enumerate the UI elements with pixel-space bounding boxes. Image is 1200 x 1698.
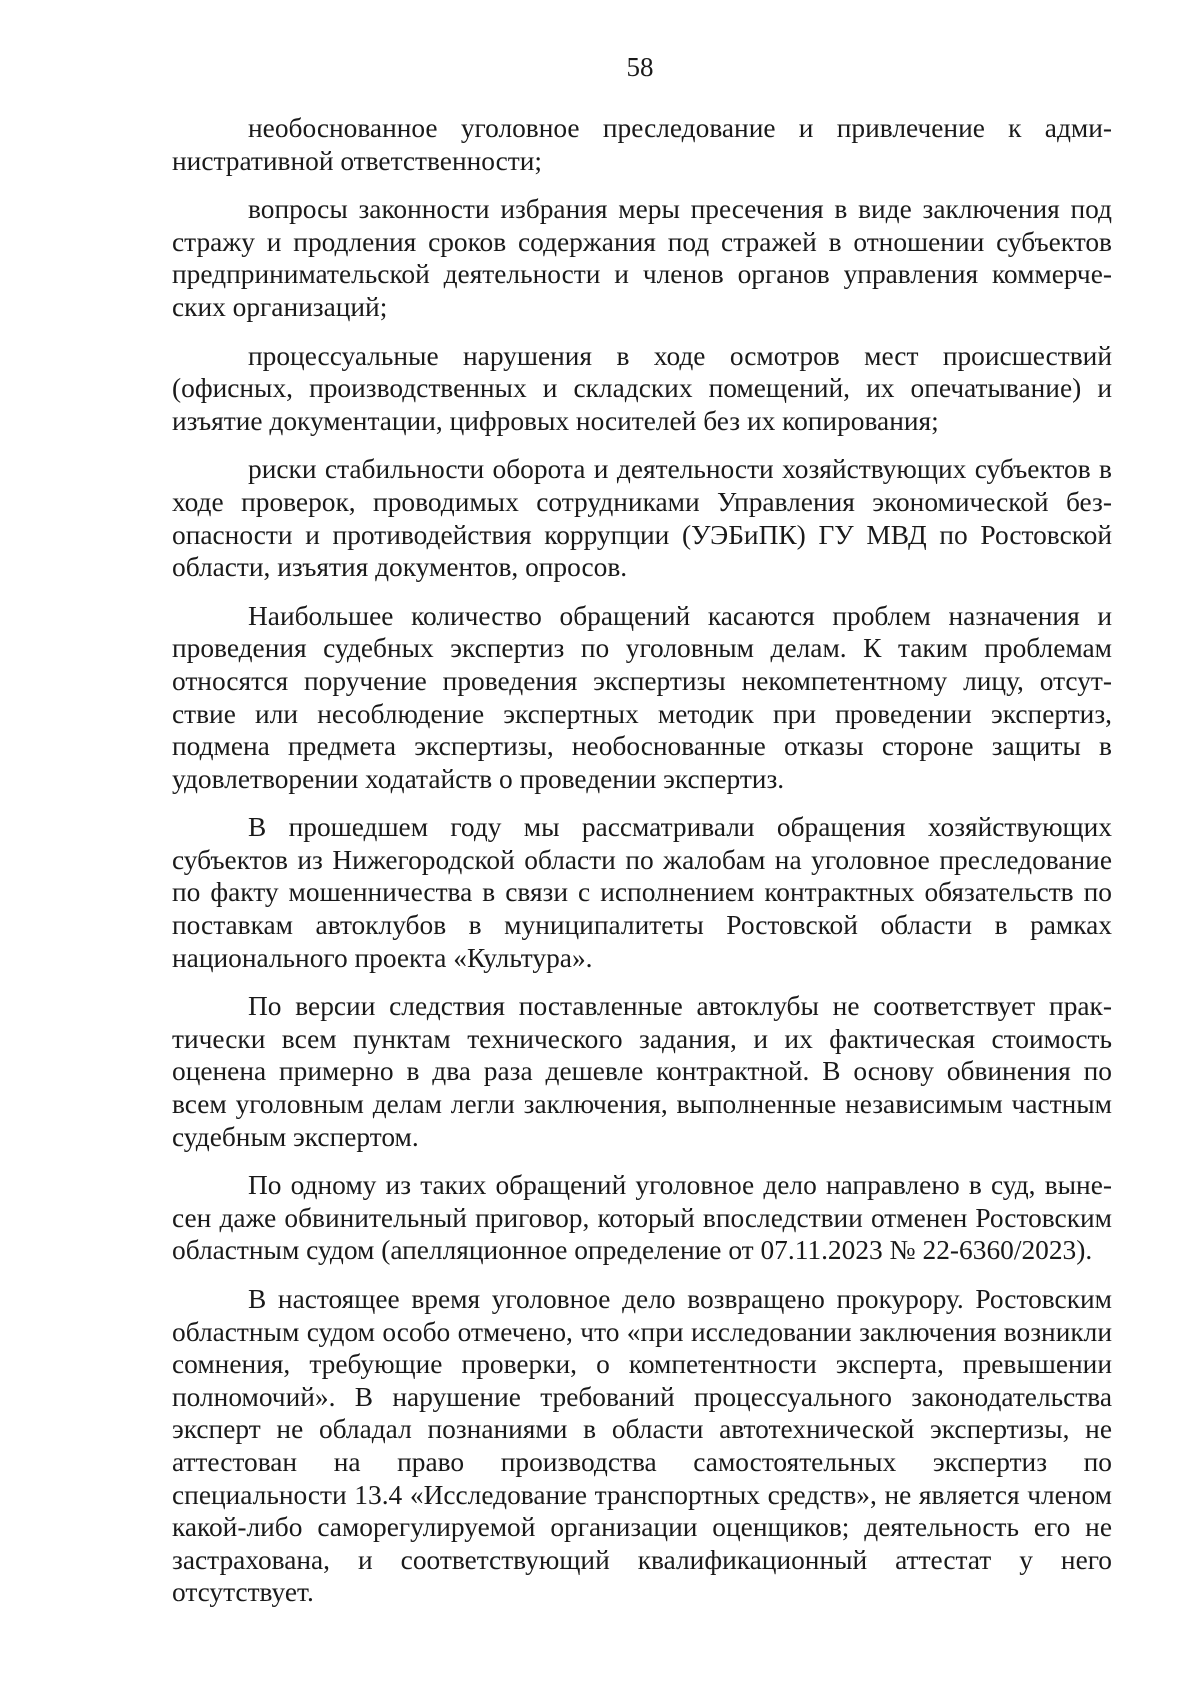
page-number: 58 — [626, 52, 654, 82]
paragraph: процессуальные нарушения в ходе осмотров мест происшествий (офисных, производственных и складских помещений, их опечатывание) и изъятие документации, цифровых носителей без их копирования; — [172, 340, 1112, 436]
paragraph: По одному из таких обращений уголовное дело направлено в суд, вынесен даже обвинительный приговор, который впоследствии отменен Ростовским областным судом (апелляционное определение от 07.11.2023 № 22-6360/2023). — [172, 1170, 1112, 1266]
paragraph: В настоящее время уголовное дело возвращено прокурору. Ростовским областным судом особо отмечено, что «при исследовании заключения возникли сомнения, требующие проверки, о компетентности эксперта, превышении полномочий». В нарушение требований процессуального законодательства эксперт не обладал познаниями в области автотехнической экспертизы, не аттестован на право производства самостоятельных экспертиз по специальности 13.4 «Исследование транспортных средств», не является членом какой-либо саморегулируемой организации оценщиков; деятельность его не застрахована, и соответствующий квалификационный аттестат у него отсутствует. — [172, 1284, 1112, 1608]
paragraph: риски стабильности оборота и деятельности хозяйствующих субъектов в ходе проверок, проводимых сотрудниками Управления экономической безопасности и противодействия коррупции (УЭБиПК) ГУ МВД по Ростовской области, изъятия документов, опросов. — [172, 454, 1112, 583]
paragraph: необоснованное уголовное преследование и привлечение к административной ответственности; — [172, 113, 1112, 176]
paragraph: Наибольшее количество обращений касаются проблем назначения и проведения судебных экспертиз по уголовным делам. К таким проблемам относятся поручение проведения экспертизы некомпетентному лицу, отсутствие или несоблюдение экспертных методик при проведении экспертиз, подмена предмета экспертизы, необоснованные отказы стороне защиты в удовлетворении ходатайств о проведении экспертиз. — [172, 600, 1112, 794]
paragraph: По версии следствия поставленные автоклубы не соответствует практически всем пунктам технического задания, и их фактическая стоимость оценена примерно в два раза дешевле контрактной. В основу обвинения по всем уголовным делам легли заключения, выполненные независимым частным судебным экспертом. — [172, 991, 1112, 1152]
paragraph: В прошедшем году мы рассматривали обращения хозяйствующих субъектов из Нижегородской области по жалобам на уголовное преследование по факту мошенничества в связи с исполнением контрактных обязательств по поставкам автоклубов в муниципалитеты Ростовской области в рамках национального проекта «Культура». — [172, 812, 1112, 973]
document-body — [172, 112, 1112, 1625]
paragraph: вопросы законности избрания меры пресечения в виде заключения под стражу и продления сроков содержания под стражей в отношении субъектов предпринимательской деятельности и членов органов управления коммерческих организаций; — [172, 194, 1112, 322]
